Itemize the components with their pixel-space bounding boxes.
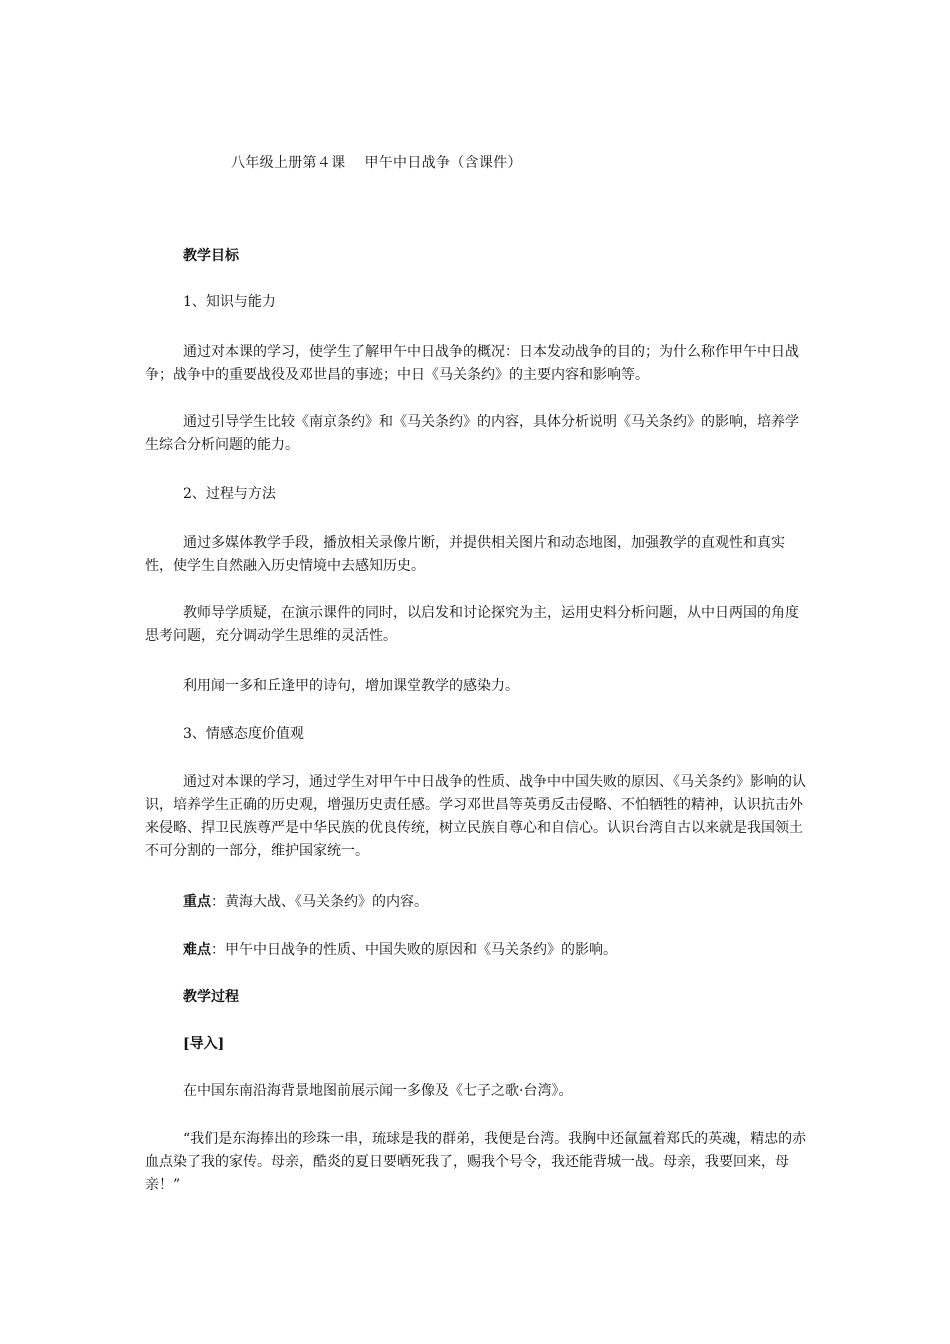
section-2-paragraph-3: 利用闻一多和丘逢甲的诗句，增加课堂教学的感染力。 <box>183 678 519 694</box>
section-2-paragraph-2: 教师导学质疑，在演示课件的同时，以启发和讨论探究为主，运用史料分析问题，从中日两国的角度思考问题，充分调动学生思维的灵活性。 <box>145 605 799 644</box>
key-point <box>145 891 811 914</box>
section-1-paragraph-1: 通过对本课的学习，使学生了解甲午中日战争的概况：日本发动战争的目的；为什么称作甲午中日战争；战争中的重要战役及邓世昌的事迹；中日《马关条约》的主要内容和影响等。 <box>145 344 799 383</box>
intro-label: [导入] <box>183 1036 225 1052</box>
difficult-point-text: ：甲午中日战争的性质、中国失败的原因和《马关条约》的影响。 <box>211 942 617 958</box>
section-3-title: 3、情感态度价值观 <box>183 726 304 742</box>
heading-teaching-process: 教学过程 <box>183 989 239 1005</box>
heading-teaching-goals: 教学目标 <box>183 248 239 264</box>
difficult-point <box>145 939 811 962</box>
difficult-point-label: 难点 <box>183 942 211 958</box>
section-1-title: 1、知识与能力 <box>183 294 276 310</box>
section-3-paragraph-1: 通过对本课的学习，通过学生对甲午中日战争的性质、战争中中国失败的原因、《马关条约》影响的认识，培养学生正确的历史观，增强历史责任感。学习邓世昌等英勇反击侵略、不怕牺牲的精神，认识抗击外来侵略、捍卫民族尊严是中华民族的优良传统，树立民族自尊心和自信心。认识台湾自古以来就是我国领土不可分割的一部分，维护国家统一。 <box>145 774 806 859</box>
section-2-title: 2、过程与方法 <box>183 486 276 502</box>
section-2-paragraph-1: 通过多媒体教学手段，播放相关录像片断，并提供相关图片和动态地图，加强教学的直观性和真实性，使学生自然融入历史情境中去感知历史。 <box>145 535 785 574</box>
section-1-paragraph-2: 通过引导学生比较《南京条约》和《马关条约》的内容，具体分析说明《马关条约》的影响，培养学生综合分析问题的能力。 <box>145 414 799 453</box>
intro-paragraph: 在中国东南沿海背景地图前展示闻一多像及《七子之歌·台湾》。 <box>183 1083 573 1099</box>
intro-quote: “我们是东海捧出的珍珠一串，琉球是我的群弟，我便是台湾。我胸中还氤氲着郑氏的英魂，精忠的赤血点染了我的家传。母亲，酷炎的夏日要晒死我了，赐我个号令，我还能背城一战。母亲，我要回来，母亲！” <box>145 1131 807 1193</box>
document-title: 八年级上册第４课 甲午中日战争（含课件） <box>231 155 522 171</box>
key-point-text: ：黄海大战、《马关条约》的内容。 <box>211 894 428 910</box>
key-point-label: 重点 <box>183 894 211 910</box>
